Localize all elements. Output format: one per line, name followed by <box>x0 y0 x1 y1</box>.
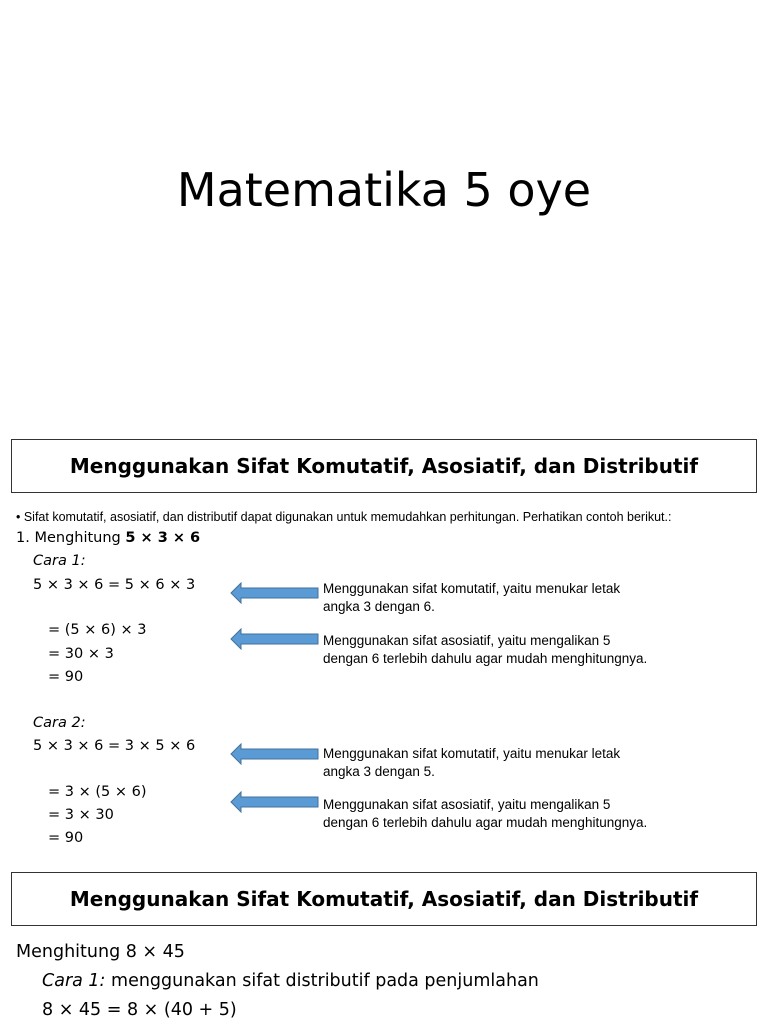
problem-1 <box>16 530 200 546</box>
explanation-line: angka 3 dengan 6. <box>323 599 435 614</box>
cara1-line: 5 × 3 × 6 = 5 × 6 × 3 <box>33 577 196 593</box>
explanation-line: angka 3 dengan 5. <box>323 764 435 779</box>
cara-line <box>42 971 539 991</box>
problem-2: Menghitung 8 × 45 <box>16 942 185 962</box>
explanation-line: Menggunakan sifat komutatif, yaitu menukar letak <box>323 581 621 596</box>
left-arrow-icon <box>230 791 320 813</box>
explanation <box>323 632 647 668</box>
cara1-line: = 90 <box>48 669 84 685</box>
left-arrow-icon <box>230 628 320 650</box>
cara2-line: = 90 <box>48 830 84 846</box>
cara2-label: Cara 2: <box>33 715 86 731</box>
cara2-line: = 3 × (5 × 6) <box>48 784 147 800</box>
intro-text: • Sifat komutatif, asosiatif, dan distributif dapat digunakan untuk memudahkan perhitungan. Perhatikan contoh berikut.: <box>16 510 672 524</box>
equation-line: 8 × 45 = 8 × (40 + 5) <box>42 1000 237 1020</box>
cara1-line: = (5 × 6) × 3 <box>48 622 147 638</box>
left-arrow-icon <box>230 743 320 765</box>
left-arrow-icon <box>230 582 320 604</box>
explanation-line: Menggunakan sifat asosiatif, yaitu mengalikan 5 <box>323 797 611 812</box>
explanation <box>323 745 620 781</box>
problem-prefix: 1. Menghitung <box>16 530 126 546</box>
explanation <box>323 580 620 616</box>
section-heading: Menggunakan Sifat Komutatif, Asosiatif, dan Distributif <box>11 872 757 926</box>
explanation-line: dengan 6 terlebih dahulu agar mudah menghitungnya. <box>323 815 648 830</box>
explanation-line: dengan 6 terlebih dahulu agar mudah menghitungnya. <box>323 651 648 666</box>
cara2-line: = 3 × 30 <box>48 807 114 823</box>
cara-label: Cara 1: <box>42 971 106 991</box>
cara2-line: 5 × 3 × 6 = 3 × 5 × 6 <box>33 738 196 754</box>
cara1-line: = 30 × 3 <box>48 646 114 662</box>
section-heading: Menggunakan Sifat Komutatif, Asosiatif, dan Distributif <box>11 439 757 493</box>
explanation-line: Menggunakan sifat asosiatif, yaitu mengalikan 5 <box>323 633 611 648</box>
explanation-line: Menggunakan sifat komutatif, yaitu menukar letak <box>323 746 621 761</box>
cara-text: menggunakan sifat distributif pada penjumlahan <box>105 971 539 991</box>
slide-title: Matematika 5 oye <box>176 163 592 217</box>
explanation <box>323 796 647 832</box>
problem-expression: 5 × 3 × 6 <box>125 530 201 546</box>
cara1-label: Cara 1: <box>33 553 86 569</box>
title-slide <box>0 0 768 430</box>
